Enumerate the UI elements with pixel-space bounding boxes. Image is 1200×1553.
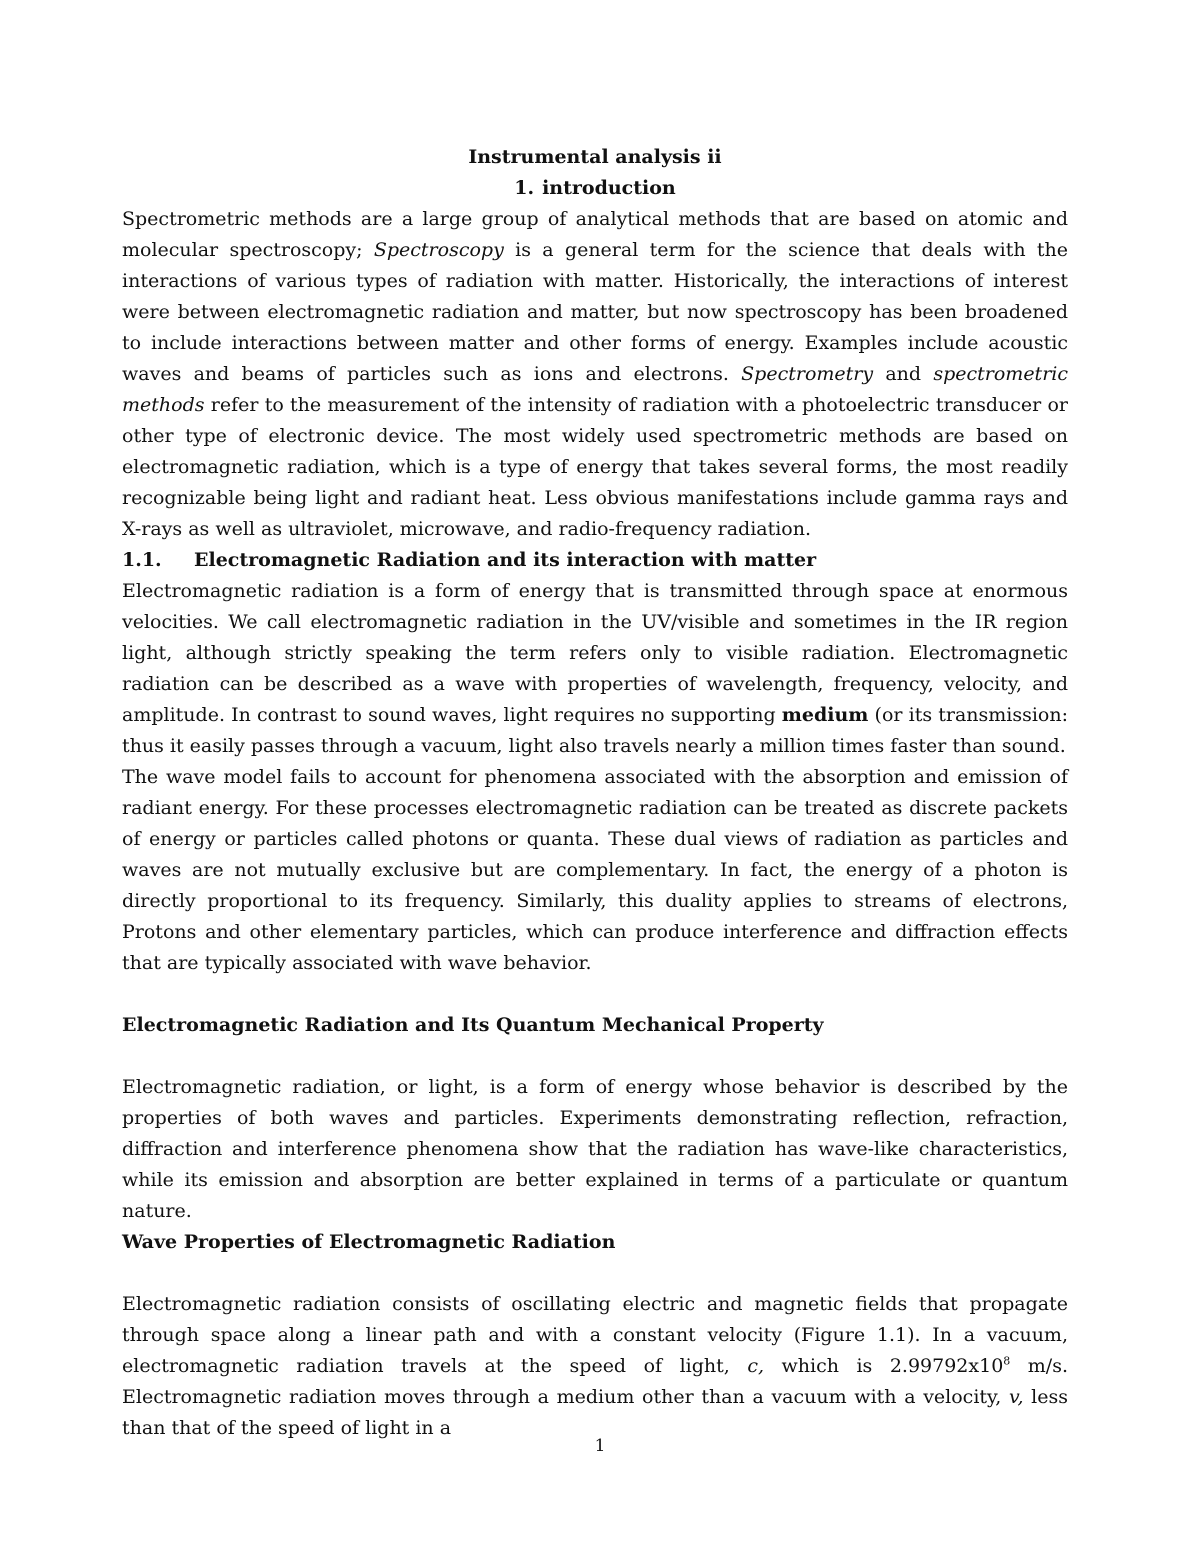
spacer [122, 1258, 1068, 1289]
em-text-1: Electromagnetic radiation is a form of energy that is transmitted through space at enormous velocities. We call electromagnetic radiation in the UV/visible and sometimes in the IR region light, although strictly speaking the term refers only to visible radiation. Electromagnetic radiation can be described as a wave with properties of wavelength, frequency, velocity, and amplitude. In contrast to sound waves, light requires no supporting [122, 580, 1068, 726]
intro-text-3: and [873, 363, 934, 385]
em-bold-medium: medium [781, 704, 869, 726]
section-1-heading [122, 173, 1068, 204]
intro-text-2: is a general term for the science that deals with the interactions of various types of radiation with matter. Historically, the interactions of interest were between electromagnetic radiation and matter, but now spectroscopy has been broadened to include interactions between matter and other forms of energy. Examples include acoustic waves and beams of particles such as ions and electrons. [122, 239, 1068, 385]
document-title: Instrumental analysis ii [468, 146, 722, 168]
intro-emphasis-methods: spectrometric methods [122, 363, 1068, 416]
wave-text-2: which is 2.99792x10 [764, 1355, 1004, 1377]
intro-paragraph [122, 204, 1068, 545]
section-1-1-heading [122, 545, 1068, 576]
section-1-1-title: Electromagnetic Radiation and its interaction with matter [194, 549, 817, 571]
wave-model-paragraph: The wave model fails to account for phenomena associated with the absorption and emission of radiant energy. For these processes electromagnetic radiation can be treated as discrete packets of energy or particles called photons or quanta. These dual views of radiation as particles and waves are not mutually exclusive but are complementary. In fact, the energy of a photon is directly proportional to its frequency. Similarly, this duality applies to streams of electrons, Protons and other elementary particles, which can produce interference and diffraction effects that are typically associated with wave behavior. [122, 766, 1068, 974]
intro-emphasis-spectroscopy: Spectroscopy [373, 239, 504, 261]
em-radiation-paragraph [122, 576, 1068, 762]
page-number: 1 [594, 1436, 606, 1456]
spacer [122, 979, 1068, 1010]
intro-emphasis-spectrometry: Spectrometry [741, 363, 874, 385]
em-text-2: (or its transmission: thus it easily passes through a vacuum, light also travels nearly a million times faster than sound. [122, 704, 1069, 757]
wave-exponent: 8 [1003, 1354, 1011, 1368]
wave-symbol-c: c, [747, 1355, 765, 1377]
section-1-title: introduction [542, 177, 676, 199]
quantum-paragraph: Electromagnetic radiation, or light, is a form of energy whose behavior is described by the properties of both waves and particles. Experiments demonstrating reflection, refraction, diffraction and interference phenomena show that the radiation has wave-like characteristics, while its emission and absorption are better explained in terms of a particulate or quantum nature. [122, 1076, 1068, 1222]
intro-text-1: Spectrometric methods are a large group of analytical methods that are based on atomic and molecular spectroscopy; [122, 208, 1068, 261]
section-1-1-number: 1.1. [122, 549, 162, 571]
wave-text-4: less than that of the speed of light in a [122, 1386, 1068, 1439]
wave-text-3: m/s. Electromagnetic radiation moves through a medium other than a vacuum with a velocity, [122, 1355, 1068, 1408]
document-page [122, 142, 1068, 1444]
intro-text-4: refer to the measurement of the intensity of radiation with a photoelectric transducer or other type of electronic device. The most widely used spectrometric methods are based on electromagnetic radiation, which is a type of energy that takes several forms, the most readily recognizable being light and radiant heat. Less obvious manifestations include gamma rays and X-rays as well as ultraviolet, microwave, and radio-frequency radiation. [122, 394, 1068, 540]
wave-properties-paragraph [122, 1289, 1068, 1444]
wave-symbol-v: v, [1008, 1386, 1024, 1408]
quantum-heading: Electromagnetic Radiation and Its Quantum Mechanical Property [122, 1014, 824, 1036]
wave-text-1: Electromagnetic radiation consists of oscillating electric and magnetic fields that propagate through space along a linear path and with a constant velocity (Figure 1.1). In a vacuum, electromagnetic radiation travels at the speed of light, [122, 1293, 1068, 1377]
section-1-number: 1. [514, 177, 535, 199]
wave-properties-heading: Wave Properties of Electromagnetic Radiation [122, 1231, 616, 1253]
spacer [122, 1041, 1068, 1072]
